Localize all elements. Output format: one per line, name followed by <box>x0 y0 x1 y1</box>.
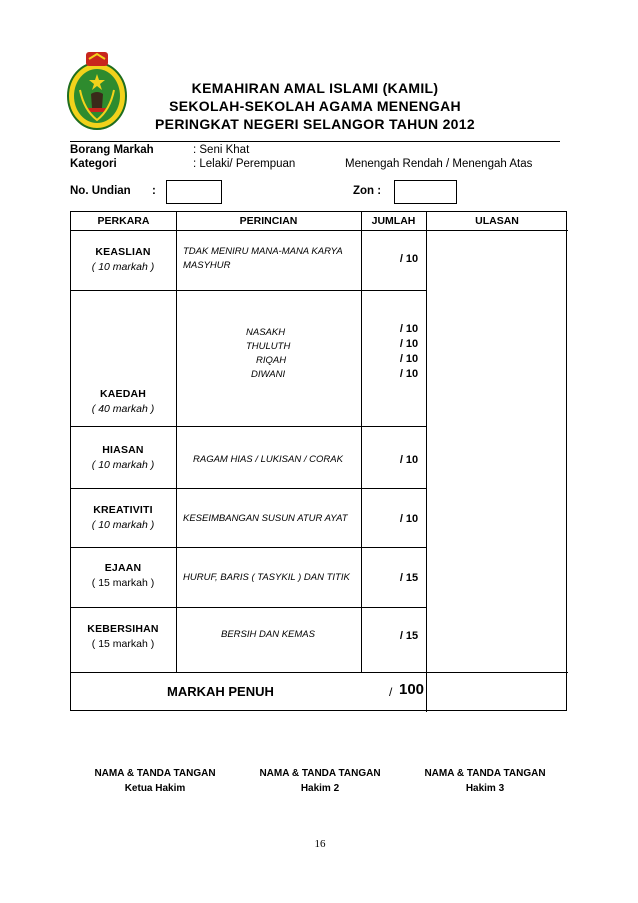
kaedah-name: KAEDAH <box>99 388 147 400</box>
undian-colon: : <box>152 185 156 197</box>
hiasan-desc: RAGAM HIAS / LUKISAN / CORAK <box>193 454 343 465</box>
sig-hakim2-line2: Hakim 2 <box>300 783 340 794</box>
hiasan-name: HIASAN <box>102 444 144 456</box>
sig-hakim3-line2: Hakim 3 <box>465 783 505 794</box>
kreativiti-name: KREATIVITI <box>93 504 153 516</box>
col-divider-1 <box>176 212 177 672</box>
row-kaedah <box>73 388 173 415</box>
header-ulasan: ULASAN <box>475 215 519 227</box>
row-line-4 <box>71 547 426 548</box>
col-divider-2 <box>361 212 362 672</box>
row-ejaan <box>73 562 173 589</box>
sig-ketua-line2: Ketua Hakim <box>124 783 186 794</box>
keaslian-marks: ( 10 markah ) <box>91 261 155 273</box>
kaedah-score-1: / 10 <box>399 323 419 335</box>
kaedah-score-4: / 10 <box>399 368 419 380</box>
undian-label: No. Undian <box>70 185 131 197</box>
kaedah-desc-nasakh: NASAKH <box>246 327 286 338</box>
markah-penuh-label: MARKAH PENUH <box>167 684 274 699</box>
zon-label: Zon : <box>353 185 382 197</box>
level-text: Menengah Rendah / Menengah Atas <box>345 158 533 170</box>
sig-hakim3-line1: NAMA & TANDA TANGAN <box>424 768 546 779</box>
row-kebersihan <box>73 623 173 650</box>
kebersihan-name: KEBERSIHAN <box>87 623 159 635</box>
row-line-2 <box>71 426 426 427</box>
hiasan-marks: ( 10 markah ) <box>91 459 155 471</box>
kreativiti-marks: ( 10 markah ) <box>91 519 155 531</box>
kategori-label: Kategori <box>70 158 117 170</box>
row-line-3 <box>71 488 426 489</box>
ejaan-name: EJAAN <box>104 562 142 574</box>
title-line-3: PERINGKAT NEGERI SELANGOR TAHUN 2012 <box>155 116 475 132</box>
kaedah-desc-riqah: RIQAH <box>256 355 287 366</box>
kebersihan-desc: BERSIH DAN KEMAS <box>221 629 315 640</box>
ejaan-score: / 15 <box>399 572 419 584</box>
keaslian-name: KEASLIAN <box>95 246 151 258</box>
kaedah-score-2: / 10 <box>399 338 419 350</box>
row-line-1 <box>71 290 426 291</box>
row-kreativiti <box>73 504 173 531</box>
undian-input-box[interactable] <box>166 180 222 204</box>
zon-input-box[interactable] <box>394 180 457 204</box>
kebersihan-score: / 15 <box>399 630 419 642</box>
kreativiti-desc: KESEIMBANGAN SUSUN ATUR AYAT <box>183 513 348 524</box>
ejaan-marks: ( 15 markah ) <box>91 577 155 589</box>
title-line-1: KEMAHIRAN AMAL ISLAMI (KAMIL) <box>191 80 439 96</box>
header-perkara: PERKARA <box>97 215 150 227</box>
keaslian-desc-1: TDAK MENIRU MANA-MANA KARYA <box>183 246 343 257</box>
kreativiti-score: / 10 <box>399 513 419 525</box>
keaslian-desc-2: MASYHUR <box>183 260 231 271</box>
kaedah-score-3: / 10 <box>399 353 419 365</box>
markah-penuh-slash: / <box>389 685 393 699</box>
keaslian-score: / 10 <box>399 253 419 265</box>
row-keaslian <box>73 246 173 273</box>
ejaan-desc: HURUF, BARIS ( TASYKIL ) DAN TITIK <box>183 572 350 583</box>
sig-ketua-line1: NAMA & TANDA TANGAN <box>94 768 216 779</box>
borang-value: : Seni Khat <box>193 144 250 156</box>
row-line-6 <box>71 672 568 673</box>
header-jumlah: JUMLAH <box>371 215 416 227</box>
header-perincian: PERINCIAN <box>239 215 298 227</box>
kebersihan-marks: ( 15 markah ) <box>91 638 155 650</box>
header-divider <box>70 141 560 142</box>
kaedah-desc-thuluth: THULUTH <box>246 341 291 352</box>
row-line-5 <box>71 607 426 608</box>
hiasan-score: / 10 <box>399 454 419 466</box>
scoring-table <box>70 211 567 711</box>
title-line-2: SEKOLAH-SEKOLAH AGAMA MENENGAH <box>169 98 461 114</box>
state-crest-logo <box>66 50 128 132</box>
page-number: 16 <box>314 838 326 850</box>
row-hiasan <box>73 444 173 471</box>
borang-label: Borang Markah <box>70 144 154 156</box>
markah-penuh-value: 100 <box>399 681 425 698</box>
kaedah-marks: ( 40 markah ) <box>91 403 155 415</box>
sig-hakim2-line1: NAMA & TANDA TANGAN <box>259 768 381 779</box>
header-row-line <box>71 230 568 231</box>
kategori-value: : Lelaki/ Perempuan <box>193 158 296 170</box>
kaedah-desc-diwani: DIWANI <box>251 369 286 380</box>
